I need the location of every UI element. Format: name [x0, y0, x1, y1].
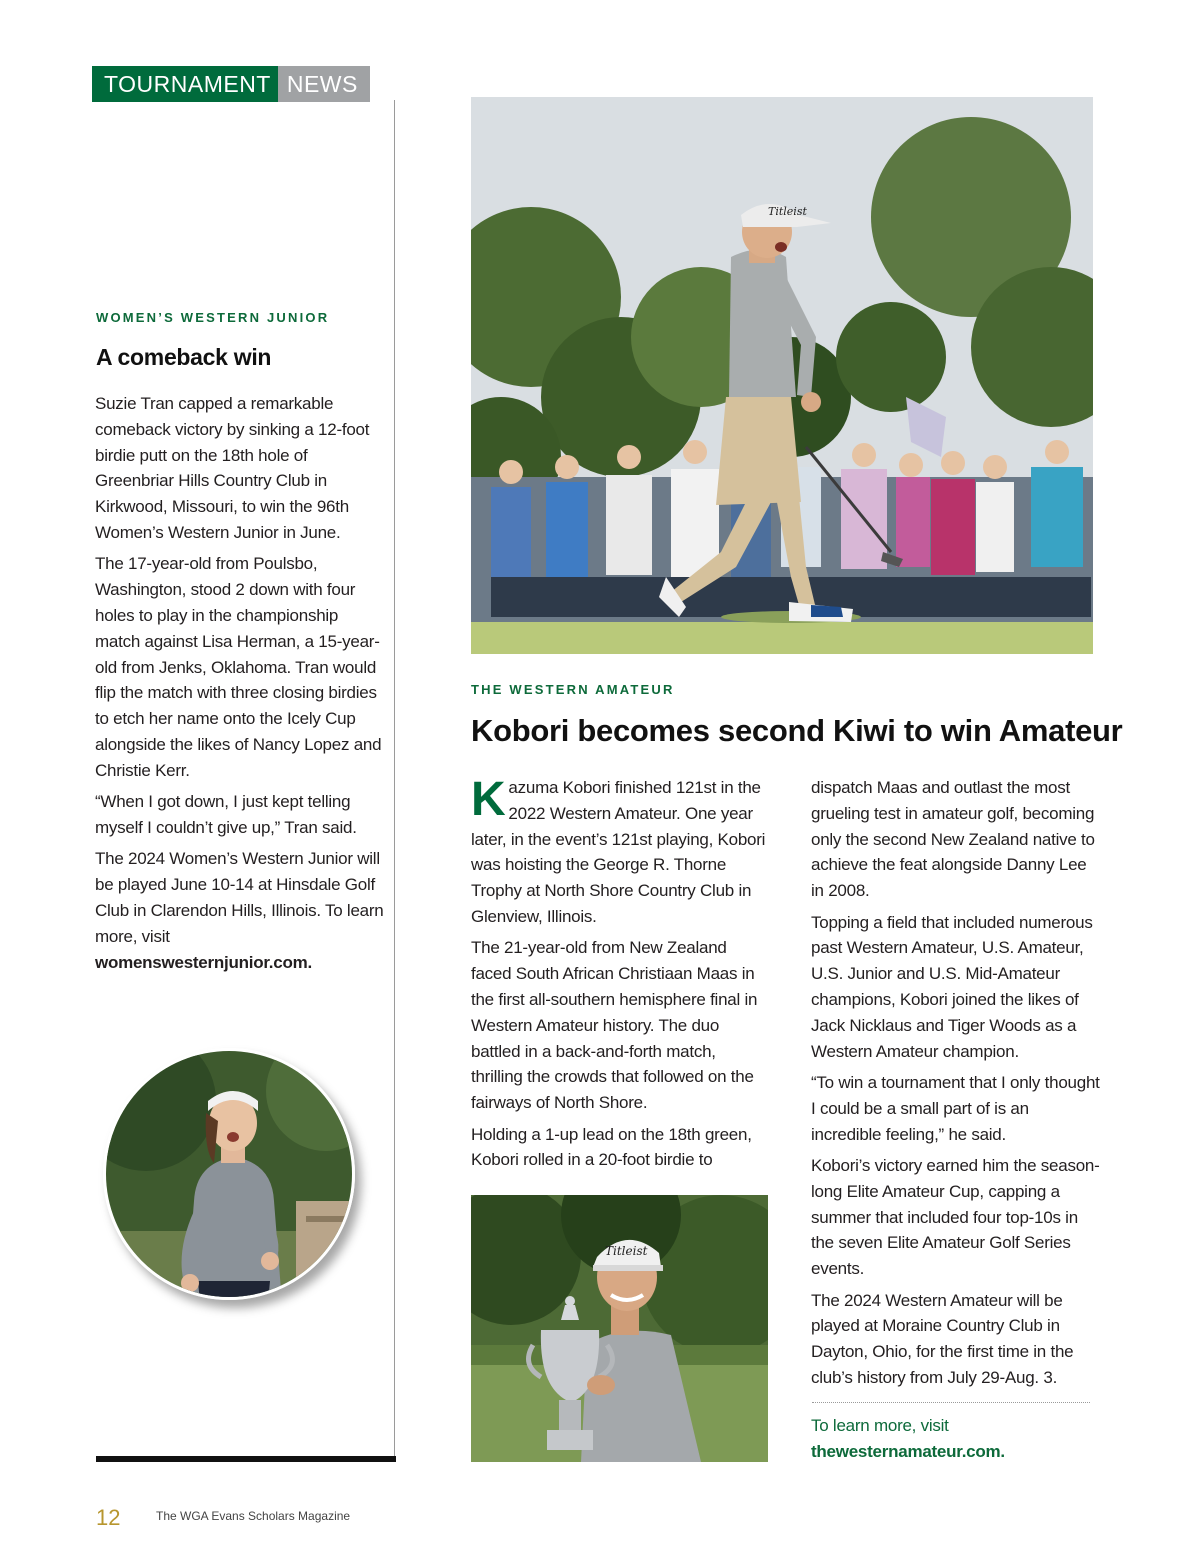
kobori-celebration-illustration: [471, 97, 1093, 654]
drop-cap: K: [471, 773, 506, 826]
portrait-cap-logo-text: Titleist: [605, 1244, 648, 1258]
womens-paragraph-4: [95, 846, 385, 975]
womens-closing-text: The 2024 Women’s Western Junior will be played June 10-14 at Hinsdale Golf Club in Clarendon Hills, Illinois. To learn more, visit: [95, 849, 384, 946]
learn-more-text: To learn more, visit: [811, 1416, 949, 1435]
amateur-paragraph-1: [471, 775, 771, 930]
kobori-trophy-photo: [471, 1195, 768, 1462]
page-number: 12: [96, 1505, 121, 1530]
amateur-website-link[interactable]: thewesternamateur.com.: [811, 1442, 1005, 1461]
womens-paragraph-1: Suzie Tran capped a remarkable comeback victory by sinking a 12-foot birdie putt on the 18th hole of Greenbriar Hills Country Club in Kirkwood, Missouri, to win the 96th Women’s Western Junior in June.: [95, 394, 370, 542]
amateur-kicker: THE WESTERN AMATEUR: [471, 682, 675, 697]
amateur-paragraph-7: Kobori’s victory earned him the season-long Elite Amateur Cup, capping a summer that included four top-10s in the seven Elite Amateur Golf Series events.: [811, 1155, 1100, 1279]
amateur-paragraph-5: Topping a field that included numerous past Western Amateur, U.S. Amateur, U.S. Junior and U.S. Mid-Amateur champions, Kobori joined the likes of Jack Nicklaus and Tiger Woods as a Western Amateur champion.: [811, 912, 1093, 1061]
kobori-trophy-illustration: [471, 1195, 768, 1462]
amateur-paragraph-4: dispatch Maas and outlast the most grueling test in amateur golf, becoming only the second New Zealand native to achieve the feat alongside Danny Lee in 2008.: [811, 778, 1095, 901]
womens-paragraph-3: “When I got down, I just kept telling myself I couldn’t give up,” Tran said.: [95, 792, 357, 837]
column-end-bar: [96, 1456, 396, 1462]
womens-website-link[interactable]: womenswesternjunior.com.: [95, 952, 312, 972]
womens-paragraph-2: The 17-year-old from Poulsbo, Washington, stood 2 down with four holes to play in the championship match against Lisa Herman, a 15-year-old from Jenks, Oklahoma. Tran would flip the match with three closing birdies to etch her name onto the Icely Cup alongside the likes of Nancy Lopez and Christie Kerr.: [95, 554, 382, 780]
womens-headline: A comeback win: [96, 344, 272, 370]
amateur-paragraph-2: The 21-year-old from New Zealand faced South African Christiaan Maas in the first all-southern hemisphere final in Western Amateur history. The duo battled in a back-and-forth match, thrilling the crowds that followed on the fairways of North Shore.: [471, 938, 758, 1113]
womens-article-body: [95, 391, 385, 981]
magazine-title: The WGA Evans Scholars Magazine: [156, 1509, 351, 1523]
column-divider: [394, 100, 395, 1460]
amateur-paragraph-1-text: azuma Kobori finished 121st in the 2022 Western Amateur. One year later, in the event’s 121st playing, Kobori was hoisting the George R. Thorne Trophy at North Shore Country Club in Glenview, Illinois.: [471, 778, 766, 926]
learn-more-divider: [812, 1402, 1090, 1403]
kobori-celebration-photo: [471, 97, 1093, 654]
suzie-tran-photo: [103, 1048, 355, 1300]
amateur-paragraph-6: “To win a tournament that I only thought I could be a small part of is an incredible feeling,” he said.: [811, 1072, 1100, 1144]
section-tag-secondary: NEWS: [278, 66, 370, 102]
section-tag: [92, 66, 370, 102]
amateur-paragraph-8: The 2024 Western Amateur will be played at Moraine Country Club in Dayton, Ohio, for the first time in the club’s history from July 29-Aug. 3.: [811, 1290, 1074, 1387]
suzie-tran-illustration: [106, 1051, 355, 1300]
cap-logo-text: Titleist: [768, 205, 807, 218]
amateur-column-a: [471, 775, 771, 1179]
womens-kicker: WOMEN’S WESTERN JUNIOR: [96, 310, 330, 325]
amateur-paragraph-3: Holding a 1-up lead on the 18th green, Kobori rolled in a 20-foot birdie to: [471, 1124, 752, 1170]
amateur-column-b: [811, 775, 1101, 1396]
section-tag-primary: TOURNAMENT: [92, 66, 278, 102]
amateur-headline: Kobori becomes second Kiwi to win Amateur: [471, 713, 1123, 748]
